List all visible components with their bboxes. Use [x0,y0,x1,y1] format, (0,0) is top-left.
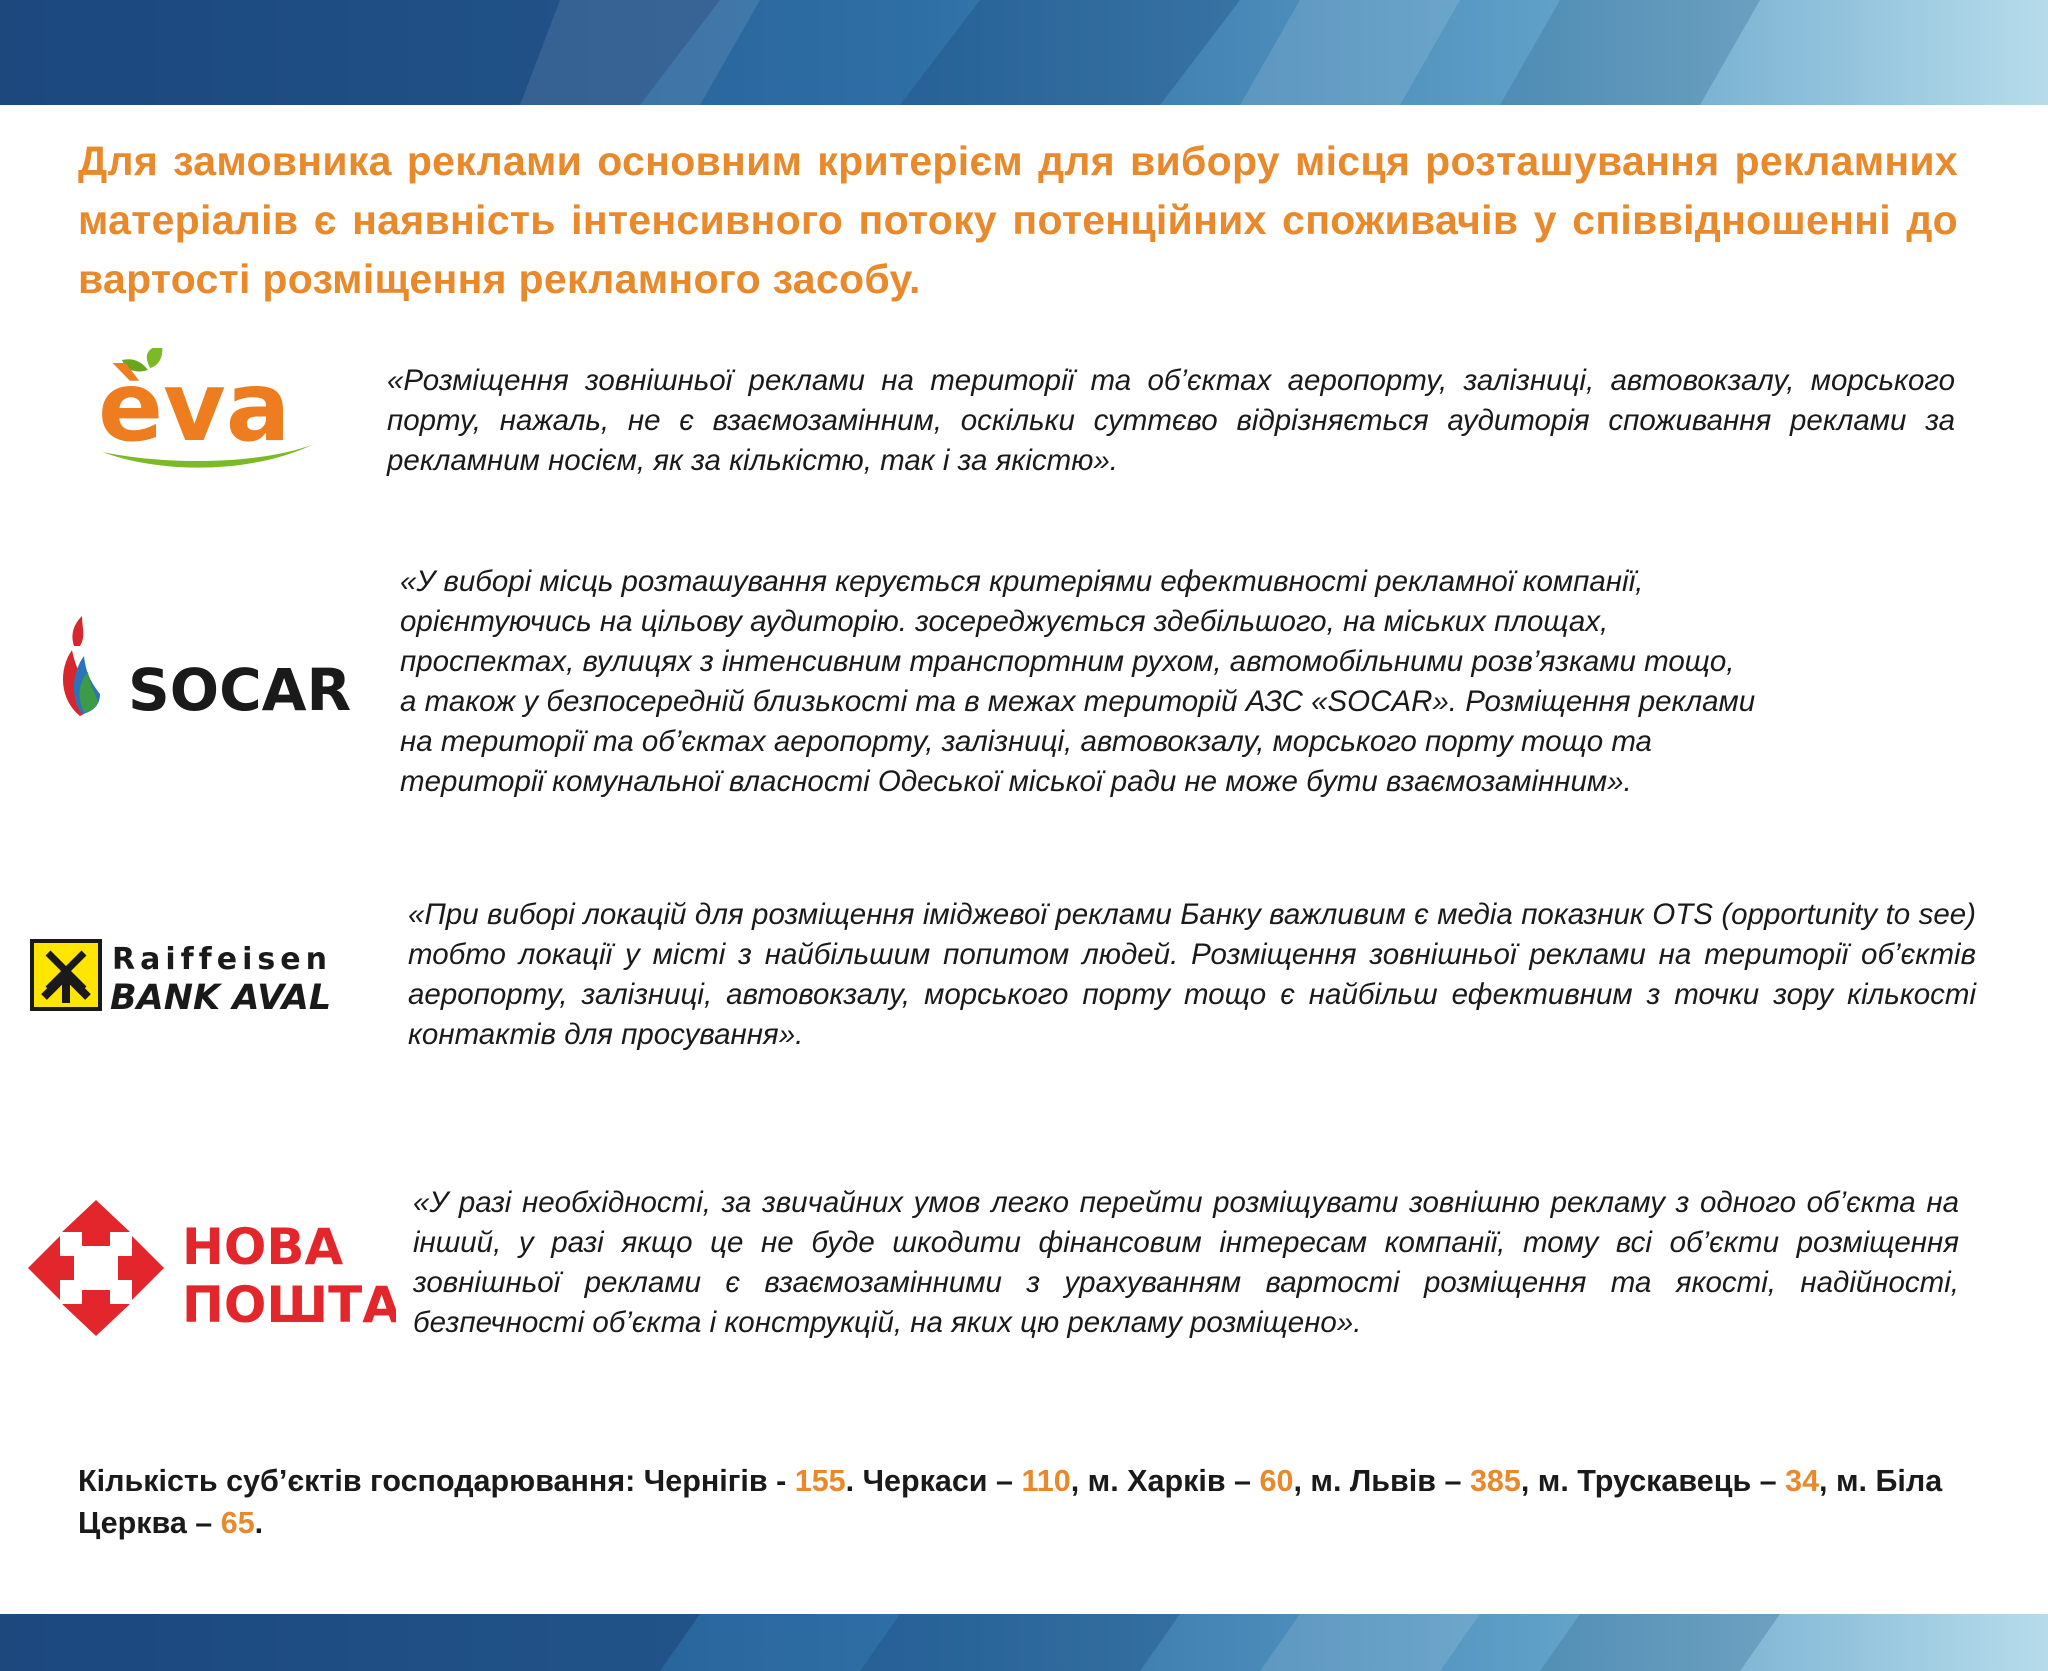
raiffeisen-gable-icon [32,941,100,1009]
socar-quote [400,562,1980,802]
header-band [0,0,2048,105]
footer-band-graphic [0,1614,2048,1671]
socar-quote-line: а також у безпосередній близькості та в межах територій АЗС «SOCAR». Розміщення реклами [400,685,1756,718]
header-band-graphic [0,0,2048,105]
socar-logo-text: SOCAR [128,656,352,724]
raiffeisen-logo-text: Raiffeisen [112,942,332,977]
socar-quote-line: на території та об’єктах аеропорту, залізниці, автовокзалу, морського порту тощо та [400,725,1652,758]
summary-label: Кількість суб’єктів господарювання: [78,1464,644,1498]
summary-city: Черкаси – [862,1464,1022,1498]
poshta-logo-text: ПОШТА [182,1276,396,1334]
socar-quote-line: проспектах, вулицях з інтенсивним транспортним рухом, автомобільними розв’язками тощо, [400,645,1735,678]
summary-count: 385 [1469,1464,1521,1498]
socar-quote-line: «У виборі місць розташування керується критеріями ефективності рекламної компанії, [400,565,1644,598]
summary-separator: . [845,1464,863,1498]
summary-city: м. Львів – [1310,1464,1470,1498]
nova-poshta-arrows-icon [28,1200,164,1336]
summary-count: 155 [794,1464,846,1498]
summary-city: м. Трускавець – [1537,1464,1786,1498]
eva-quote: «Розміщення зовнішньої реклами на території та об’єктах аеропорту, залізниці, автовокзалу, морського порту, нажаль, не є взаємозамінним, оскільки суттєво відрізняється аудиторія споживання реклами за рекламним носієм, як за кількістю, так і за якістю». [387,364,1955,477]
summary-city: Чернігів - [643,1464,795,1498]
summary-count: 60 [1259,1464,1294,1498]
summary-separator: , [1070,1464,1088,1498]
eva-logo-text: èva [98,351,291,463]
raiffeisen-logo [30,935,360,1015]
summary-count: 110 [1021,1464,1071,1498]
summary-line [78,1460,1978,1544]
summary-count: 65 [220,1506,255,1540]
summary-city: м. Харків – [1087,1464,1260,1498]
headline: Для замовника реклами основним критерієм для вибору місця розташування рекламних матеріалів є наявність інтенсивного потоку потенційних споживачів у співвідношенні до вартості розміщення рекламного засобу. [78,138,1958,302]
summary-separator: , [1819,1464,1836,1498]
summary-count: 34 [1785,1464,1820,1498]
summary-city: м. Біла Церква – [78,1464,1943,1540]
bank-aval-logo-text: BANK AVAL [110,978,332,1015]
summary-separator: , [1293,1464,1311,1498]
socar-quote-line: території комунальної власності Одеської міської ради не може бути взаємозамінним». [400,765,1632,798]
raiffeisen-quote: «При виборі локацій для розміщення іміджевої реклами Банку важливим є медіа показник OTS (opportunity to see) тобто локації у місті з найбільшим попитом людей. Розміщення зовнішньої реклами на території об’єктів аеропорту, залізниці, автовокзалу, морського порту тощо є найбільш ефективним з точки зору кількості контактів для просування». [408,898,1976,1051]
socar-quote-line: орієнтуючись на цільову аудиторію. зосереджується здебільшого, на міських площах, [400,605,1609,638]
eva-logo [92,348,317,478]
nova-poshta-logo [26,1198,396,1338]
socar-flame-icon [63,616,100,716]
summary-separator: . [254,1506,264,1540]
summary-separator: , [1520,1464,1538,1498]
nova-logo-text: НОВА [182,1218,344,1276]
nova-poshta-quote: «У разі необхідності, за звичайних умов легко перейти розміщувати зовнішню рекламу з одного об’єкта на інший, у разі якщо це не буде шкодити фінансовим інтересам компанії, тому всі об’єкти розміщення зовнішньої реклами є взаємозамінними з урахуванням вартості розміщення та якості, надійності, безпечності об’єкта і конструкцій, на яких цю рекламу розміщено». [413,1186,1959,1339]
socar-logo [54,606,364,726]
footer-band [0,1614,2048,1671]
